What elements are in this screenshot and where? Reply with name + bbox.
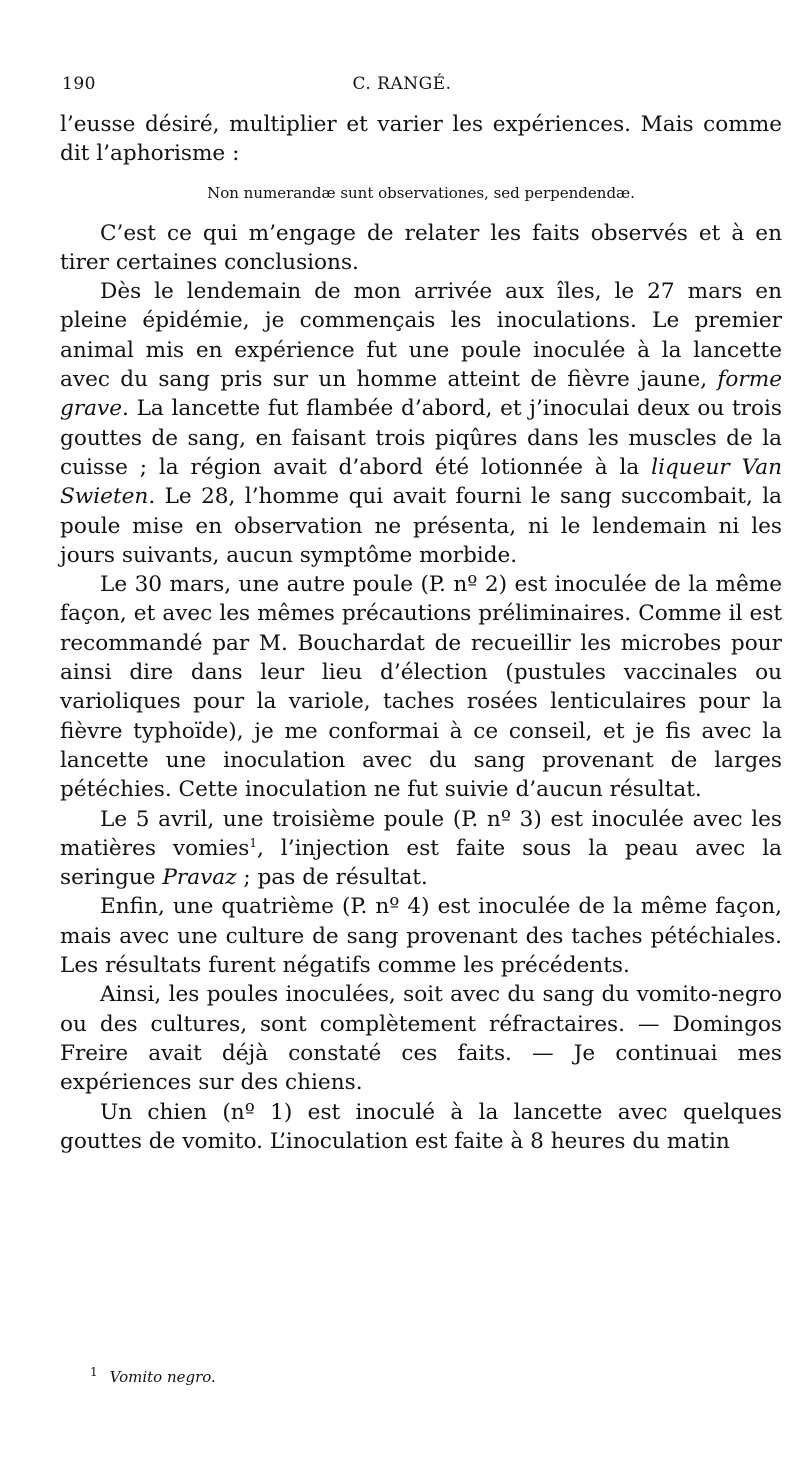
- footnote-mark: 1: [90, 1365, 98, 1379]
- page-header: [62, 74, 742, 100]
- paragraph: [60, 219, 782, 278]
- paragraph-text: Le 5 avril, une troisième poule (P. nº 3) est inoculée avec les matières vomies: [60, 806, 782, 861]
- footnote-reference: 1: [249, 835, 257, 850]
- paragraph: [60, 892, 782, 980]
- paragraph-text: Un chien (nº 1) est inoculé à la lancette avec quelques gouttes de vomito. L’inoculation est faite à 8 heures du matin: [60, 1099, 782, 1154]
- body-text: [60, 110, 782, 1156]
- paragraph-text: C’est ce qui m’engage de relater les faits observés et à en tirer certaines conclusions.: [60, 220, 782, 275]
- paragraph: [60, 277, 782, 570]
- paragraph-text: Enfin, une quatrième (P. nº 4) est inoculée de la même façon, mais avec une culture de sang provenant des taches pétéchiales. Les résultats furent négatifs comme les précédents.: [60, 894, 782, 979]
- paragraph-text: , l’injection est faite sous la peau avec la seringue: [60, 835, 783, 891]
- footnote-text: Vomito negro.: [109, 1368, 216, 1386]
- paragraph-continuation: [60, 110, 782, 169]
- paragraph: [60, 980, 782, 1097]
- italic-text: liqueur Van Swieten: [60, 454, 782, 510]
- paragraph-text: l’eusse désiré, multiplier et varier les expériences. Mais comme dit l’aphorisme :: [60, 112, 782, 167]
- paragraph-text: . La lancette fut flambée d’abord, et j’inoculai deux ou trois gouttes de sang, en faisant trois piqûres dans les muscles de la cuisse ; la région avait d’abord été lotionnée à la: [60, 396, 782, 480]
- italic-text: forme grave: [60, 367, 782, 422]
- paragraph-text: . Le 28, l’homme qui avait fourni le sang succombait, la poule mise en observation ne présenta, ni le lendemain ni les jours suivants, aucun symptôme morbide.: [60, 484, 782, 568]
- latin-quote: Non numerandæ sunt observationes, sed perpendendæ.: [207, 183, 635, 202]
- page-number: 190: [62, 74, 96, 94]
- footnote: [90, 1365, 216, 1386]
- paragraph: [60, 805, 782, 893]
- paragraph-text: Le 30 mars, une autre poule (P. nº 2) est inoculée de la même façon, et avec les mêmes précautions préliminaires. Comme il est recommandé par M. Bouchardat de recueillir les microbes pour ainsi dire dans leur lieu d’élection (pustules vaccinales ou varioliques pour la variole, taches rosées lenticulaires pour la fièvre typhoïde), je me conformai à ce conseil, et je fis avec la lancette une inoculation avec du sang provenant de larges pétéchies. Cette inoculation ne fut suivie d’aucun résultat.: [60, 572, 782, 803]
- paragraph-text: ; pas de résultat.: [236, 865, 428, 891]
- paragraph: [60, 1098, 782, 1157]
- paragraph: [60, 570, 782, 804]
- italic-text: Pravaz: [162, 865, 237, 891]
- running-head: C. RANGÉ.: [352, 74, 452, 94]
- paragraph-text: Dès le lendemain de mon arrivée aux îles, le 27 mars en pleine épidémie, je commençais les inoculations. Le premier animal mis en expérience fut une poule inoculée à la lancette avec du sang pris sur un homme atteint de fièvre jaune,: [60, 279, 782, 393]
- paragraph-text: Ainsi, les poules inoculées, soit avec du sang du vomito-negro ou des cultures, sont complètement réfractaires. — Domingos Freire avait déjà constaté ces faits. — Je continuai mes expériences sur des chiens.: [60, 982, 782, 1096]
